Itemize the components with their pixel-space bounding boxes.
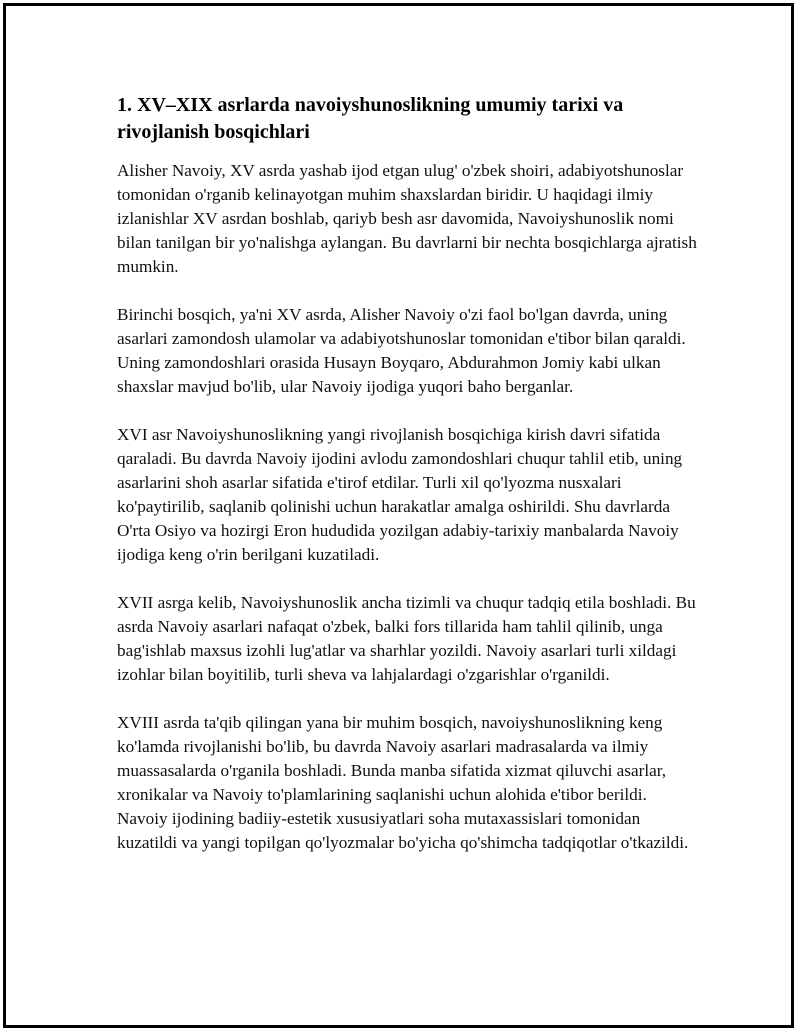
- section-heading: 1. XV–XIX asrlarda navoiyshunoslikning umumiy tarixi va rivojlanish bosqichlari: [117, 94, 624, 143]
- paragraph-5: XVIII asrda ta'qib qilingan yana bir muhim bosqich, navoiyshunoslikning keng ko'lamda rivojlanishi bo'lib, bu davrda Navoiy asarlari madrasalarda va ilmiy muassasalarda o'rganila boshladi. Bunda manba sifatida xizmat qiluvchi asarlar, xronikalar va Navoiy to'plamlarining saqlanishi uchun alohida e'tibor berildi. Navoiy ijodining badiiy-estetik xususiyatlari soha mutaxassislari tomonidan kuzatildi va yangi topilgan qo'lyozmalar bo'yicha qo'shimcha tadqiqotlar o'tkazildi.: [117, 713, 689, 852]
- paragraph-1: Alisher Navoiy, XV asrda yashab ijod etgan ulug' o'zbek shoiri, adabiyotshunoslar tomonidan o'rganib kelinayotgan muhim shaxslardan biridir. U haqidagi ilmiy izlanishlar XV asrdan boshlab, qariyb besh asr davomida, Navoiyshunoslik nomi bilan tanilgan bir yo'nalishga aylangan. Bu davrlarni bir nechta bosqichlarga ajratish mumkin.: [117, 161, 697, 276]
- paragraph-3: XVI asr Navoiyshunoslikning yangi rivojlanish bosqichiga kirish davri sifatida qaraladi. Bu davrda Navoiy ijodini avlodu zamondoshlari chuqur tahlil etib, uning asarlarini shoh asarlar sifatida e'tirof etdilar. Turli xil qo'lyozma nusxalari ko'paytirilib, saqlanib qolinishi uchun harakatlar amalga oshirildi. Shu davrlarda O'rta Osiyo va hozirgi Eron hududida yozilgan adabiy-tarixiy manbalarda Navoiy ijodiga keng o'rin berilgani kuzatiladi.: [117, 425, 683, 564]
- document-body: [117, 92, 697, 879]
- paragraph-2: Birinchi bosqich, ya'ni XV asrda, Alisher Navoiy o'zi faol bo'lgan davrda, uning asarlari zamondosh ulamolar va adabiyotshunoslar tomonidan e'tibor bilan qaraldi. Uning zamondoshlari orasida Husayn Boyqaro, Abdurahmon Jomiy kabi ulkan shaxslar mavjud bo'lib, ular Navoiy ijodiga yuqori baho berganlar.: [117, 305, 686, 396]
- paragraph-4: XVII asrga kelib, Navoiyshunoslik ancha tizimli va chuqur tadqiq etila boshladi. Bu asrda Navoiy asarlari nafaqat o'zbek, balki fors tillarida ham tahlil qilinib, unga bag'ishlab maxsus izohli lug'atlar va sharhlar yozildi. Navoiy asarlari turli xildagi izohlar bilan boyitilib, turli sheva va lahjalardagi o'zgarishlar o'rganildi.: [117, 593, 696, 684]
